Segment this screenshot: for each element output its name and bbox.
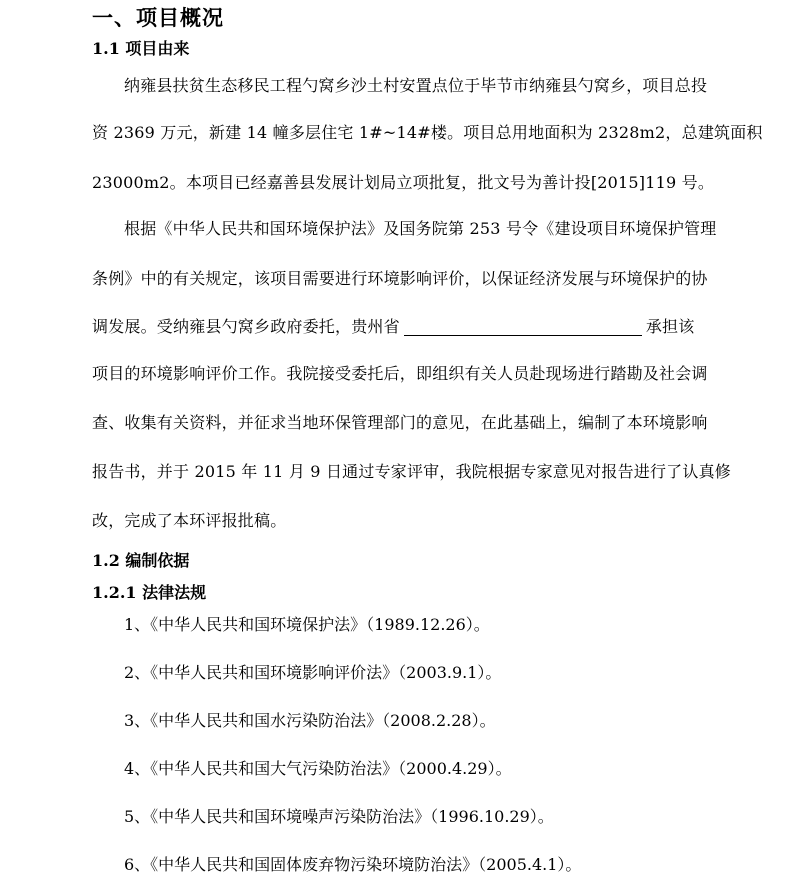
paragraph-line: 资 2369 万元，新建 14 幢多层住宅 1#~14#楼。项目总用地面积为 2328m2，总建筑面积 bbox=[92, 123, 763, 142]
paragraph-line: 根据《中华人民共和国环境保护法》及国务院第 253 号令《建设项目环境保护管理 bbox=[124, 219, 717, 238]
paragraph-line: 查、收集有关资料，并征求当地环保管理部门的意见，在此基础上，编制了本环境影响 bbox=[92, 413, 708, 432]
fill-in-blank bbox=[404, 317, 642, 336]
list-item: 6、《中华人民共和国固体废弃物污染环境防治法》（2005.4.1）。 bbox=[124, 855, 582, 874]
paragraph-line: 纳雍县扶贫生态移民工程勺窝乡沙土村安置点位于毕节市纳雍县勺窝乡，项目总投 bbox=[124, 76, 708, 95]
list-item: 2、《中华人民共和国环境影响评价法》（2003.9.1）。 bbox=[124, 663, 502, 682]
paragraph-line: 条例》中的有关规定，该项目需要进行环境影响评价，以保证经济发展与环境保护的协 bbox=[92, 269, 708, 288]
chapter-heading: 一、项目概况 bbox=[92, 5, 224, 30]
paragraph-line: 报告书，并于 2015 年 11 月 9 日通过专家评审，我院根据专家意见对报告进行了认真修 bbox=[92, 462, 731, 481]
list-item: 3、《中华人民共和国水污染防治法》（2008.2.28）。 bbox=[124, 711, 496, 730]
list-item: 5、《中华人民共和国环境噪声污染防治法》（1996.10.29）。 bbox=[124, 807, 554, 826]
paragraph-text: 调发展。受纳雍县勺窝乡政府委托，贵州省 bbox=[92, 317, 400, 336]
paragraph-line: 23000m2。本项目已经嘉善县发展计划局立项批复，批文号为善计投[2015]119 号。 bbox=[92, 173, 715, 192]
list-item: 1、《中华人民共和国环境保护法》（1989.12.26）。 bbox=[124, 615, 490, 634]
paragraph-line: 项目的环境影响评价工作。我院接受委托后，即组织有关人员赴现场进行踏勘及社会调 bbox=[92, 364, 708, 383]
section-heading-1-2: 1.2 编制依据 bbox=[92, 551, 190, 570]
section-heading-1-1: 1.1 项目由来 bbox=[92, 39, 190, 58]
list-item: 4、《中华人民共和国大气污染防治法》（2000.4.29）。 bbox=[124, 759, 512, 778]
paragraph-line-with-blank bbox=[92, 314, 694, 337]
subsection-heading-1-2-1: 1.2.1 法律法规 bbox=[92, 583, 207, 602]
paragraph-text: 承担该 bbox=[645, 317, 695, 336]
paragraph-line: 改，完成了本环评报批稿。 bbox=[92, 511, 287, 530]
